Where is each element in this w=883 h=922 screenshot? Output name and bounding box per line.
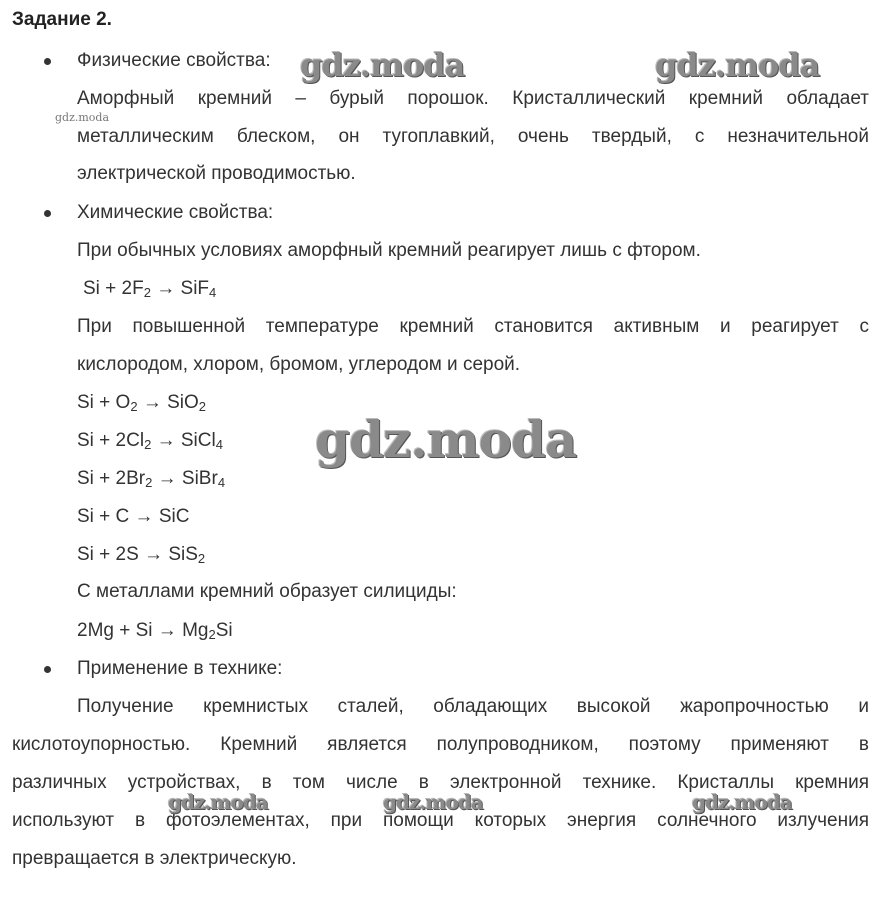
formula-subscript: 4	[215, 437, 223, 452]
application-line: кислотоупорностью. Кремний является полупроводником, поэтому применяют в	[12, 734, 869, 755]
formula-subscript: 2	[197, 551, 206, 566]
bullet-icon	[44, 58, 51, 65]
formula-text: 2Mg + Si → Mg	[77, 620, 209, 641]
formula-text: Si	[215, 620, 233, 641]
chemical-text: кислородом, хлором, бромом, углеродом и серой.	[77, 354, 521, 375]
formula-subscript: 4	[217, 475, 226, 490]
watermark: gdz.moda	[300, 46, 465, 84]
formula-text: → SiO	[137, 392, 199, 413]
chemical-intro: При обычных условиях аморфный кремний реагирует лишь с фтором.	[77, 240, 701, 261]
watermark: gdz.moda	[55, 111, 110, 124]
watermark: gdz.moda	[655, 46, 820, 84]
bullet-icon	[44, 210, 51, 217]
formula-subscript: 2	[130, 399, 138, 414]
formula-mg-si	[77, 612, 233, 650]
application-heading: Применение в технике:	[77, 658, 283, 679]
formula-subscript: 2	[144, 437, 152, 452]
metals-text: С металлами кремний образует силициды:	[77, 581, 457, 602]
formula-text: Si + 2Br	[77, 468, 146, 489]
formula-text: Si + O	[77, 392, 131, 413]
task-title: Задание 2.	[12, 9, 112, 30]
chemical-text: При повышенной температуре кремний становится активным и реагирует с	[77, 316, 869, 337]
physical-line: металлическим блеском, он тугоплавкий, очень твердый, с незначительной	[77, 126, 869, 147]
formula-si-o2	[77, 384, 206, 422]
application-line: превращается в электрическую.	[12, 848, 297, 869]
application-line: используют в фотоэлементах, при помощи которых энергия солнечного излучения	[12, 810, 869, 831]
formula-text: Si + 2F	[83, 278, 144, 299]
application-line: различных устройствах, в том числе в электронной технике. Кристаллы кремния	[12, 772, 869, 793]
watermark: gdz.moda	[315, 410, 577, 469]
formula-subscript: 4	[209, 285, 217, 300]
formula-text: Si + 2S → SiS	[77, 544, 198, 565]
watermark: gdz.moda	[383, 790, 483, 814]
chemical-heading: Химические свойства:	[77, 202, 274, 223]
formula-si-cl2	[77, 422, 223, 460]
watermark: gdz.moda	[168, 790, 268, 814]
bullet-icon	[44, 666, 51, 673]
formula-text: → SiCl	[151, 430, 216, 451]
formula-si-br2	[77, 460, 225, 498]
formula-si-c	[77, 498, 189, 536]
formula-text: Si + 2Cl	[77, 430, 145, 451]
formula-si-s	[77, 536, 205, 574]
formula-subscript: 2	[198, 399, 207, 414]
formula-subscript: 2	[145, 475, 153, 490]
physical-heading: Физические свойства:	[77, 50, 271, 71]
formula-si-f2	[83, 270, 216, 308]
physical-line: электрической проводимостью.	[77, 163, 356, 184]
formula-subscript: 2	[208, 627, 216, 642]
watermark: gdz.moda	[692, 790, 792, 814]
application-line: Получение кремнистых сталей, обладающих высокой жаропрочностью и	[77, 696, 869, 717]
formula-text: → SiBr	[152, 468, 218, 489]
formula-text: → SiF	[150, 278, 210, 299]
formula-text: Si + C → SiC	[77, 506, 190, 527]
formula-subscript: 2	[143, 285, 151, 300]
physical-line: Аморфный кремний – бурый порошок. Кристаллический кремний обладает	[77, 88, 869, 109]
